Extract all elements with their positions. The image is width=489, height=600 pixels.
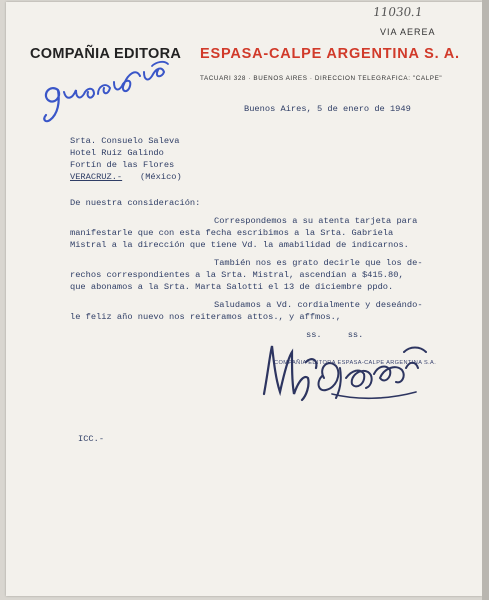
- paragraph-3-line-2: le feliz año nuevo nos reiteramos attos., y affmos.,: [70, 312, 342, 322]
- recipient-hotel: Hotel Ruiz Galindo: [70, 148, 164, 158]
- recipient-town: Fortín de las Flores: [70, 160, 175, 170]
- paragraph-1-line-3: Mistral a la dirección que tiene Vd. la amabilidad de indicarnos.: [70, 240, 409, 250]
- paragraph-2-line-1: También nos es grato decirle que los de-: [214, 258, 423, 268]
- closing-ss: ss. ss.: [306, 330, 364, 340]
- company-name-left: COMPAÑIA EDITORA: [30, 46, 182, 62]
- letter-page: [6, 2, 482, 596]
- salutation: De nuestra consideración:: [70, 198, 201, 208]
- page-edge-shadow: [482, 0, 489, 600]
- paragraph-3-line-1: Saludamos a Vd. cordialmente y deseándo-: [214, 300, 423, 310]
- signatures: [6, 2, 482, 596]
- paragraph-2-line-2: rechos correspondientes a la Srta. Mistral, ascendían a $415.80,: [70, 270, 404, 280]
- paragraph-1-line-1: Correspondemos a su atenta tarjeta para: [214, 216, 418, 226]
- paragraph-1-line-2: manifestarle que con esta fecha escribimos a la Srta. Gabriela: [70, 228, 394, 238]
- recipient-name: Srta. Consuelo Saleva: [70, 136, 180, 146]
- company-name-right: ESPASA-CALPE ARGENTINA S. A.: [200, 46, 460, 62]
- recipient-country: (México): [140, 172, 182, 182]
- paragraph-2-line-3: que abonamos a la Srta. Marta Salotti el 13 de diciembre ppdo.: [70, 282, 394, 292]
- letter-date: Buenos Aires, 5 de enero de 1949: [244, 104, 411, 114]
- copy-indicator: ICC.-: [78, 434, 105, 444]
- air-mail-label: VIA AEREA: [380, 27, 436, 37]
- company-stamp: COMPAÑIA EDITORA ESPASA-CALPE ARGENTINA S.A.: [274, 360, 437, 366]
- company-address: TACUARI 328 · BUENOS AIRES · DIRECCION TELEGRAFICA: "CALPE": [200, 75, 443, 82]
- recipient-city: VERACRUZ.-: [70, 172, 123, 182]
- archive-number: 11030.1: [372, 5, 424, 19]
